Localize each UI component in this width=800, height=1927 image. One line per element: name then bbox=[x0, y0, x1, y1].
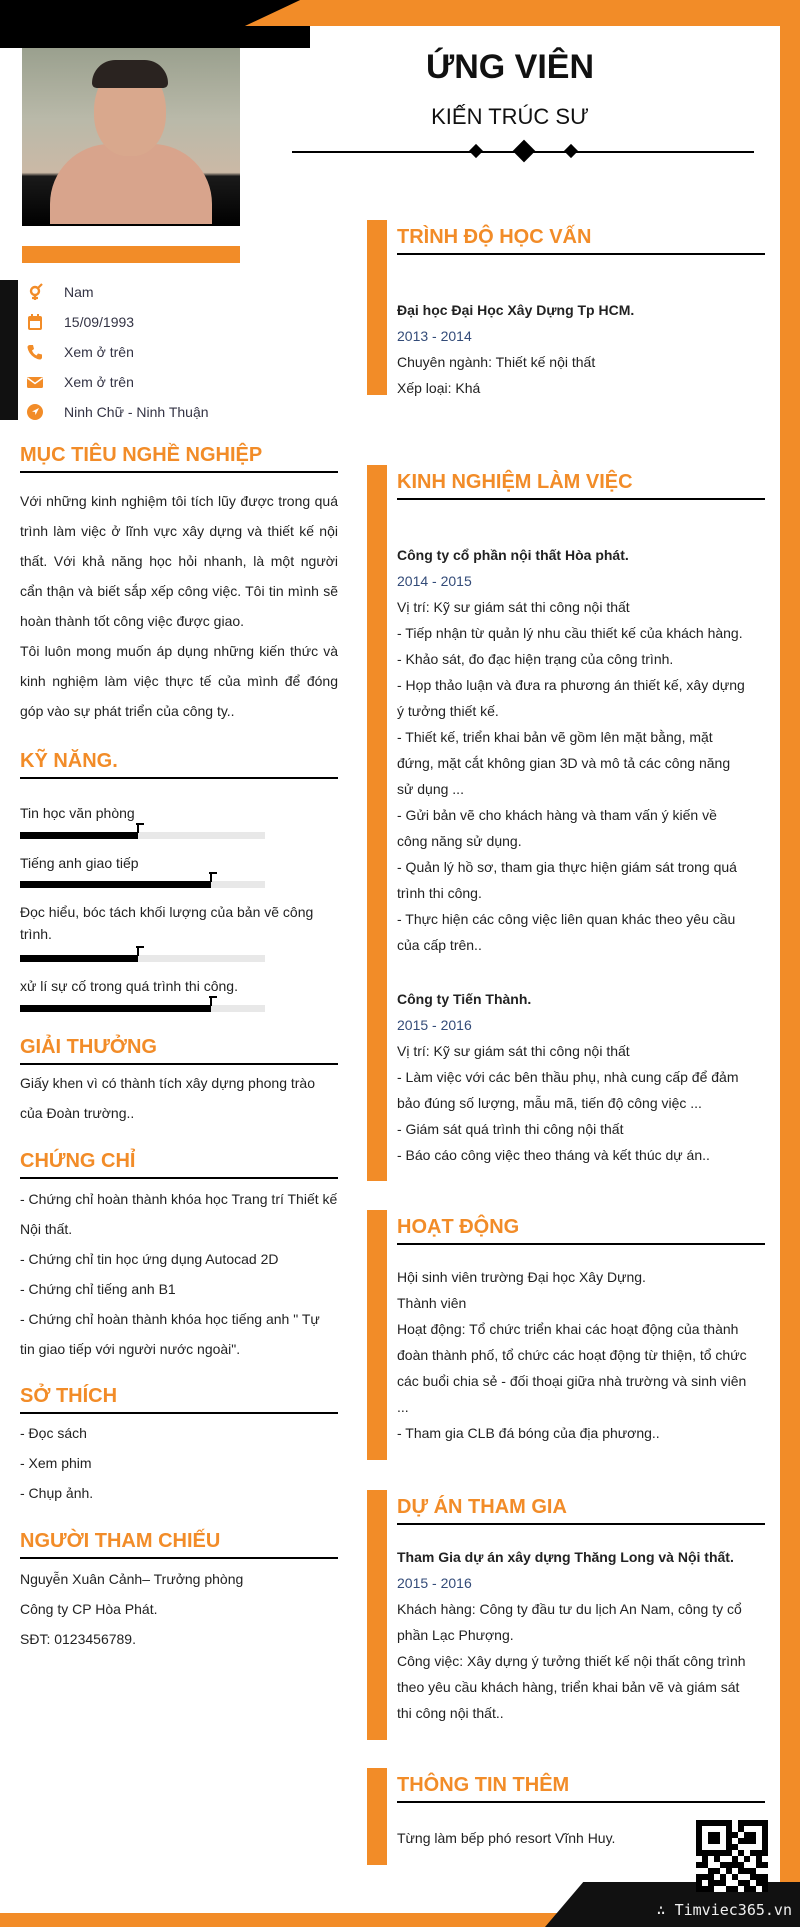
reference-line: Công ty CP Hòa Phát. bbox=[20, 1601, 158, 1617]
extra-accent-bar bbox=[367, 1768, 387, 1865]
contact-birthday bbox=[26, 313, 134, 331]
awards-text: Giấy khen vì có thành tích xây dựng phong trào của Đoàn trường.. bbox=[20, 1075, 315, 1121]
references-heading: NGƯỜI THAM CHIẾU bbox=[20, 1530, 338, 1559]
activity-line: - Tham gia CLB đá bóng của địa phương.. bbox=[397, 1425, 660, 1441]
email-icon bbox=[26, 373, 44, 391]
reference-line: Nguyễn Xuân Cảnh– Trưởng phòng bbox=[20, 1571, 244, 1587]
objective-paragraph-1: Với những kinh nghiệm tôi tích lũy được trong quá trình làm việc ở lĩnh vực xây dựng và thiết kế nội thất. Với khả năng học hỏi nhanh, là một người cẩn thận và biết sắp xếp công việc. Tôi tin mình sẽ hoàn thành tốt công việc được giao. bbox=[20, 493, 338, 629]
contact-email bbox=[26, 373, 134, 391]
activities-accent-bar bbox=[367, 1210, 387, 1460]
job-company: Công ty cổ phần nội thất Hòa phát. bbox=[397, 547, 629, 563]
certificate-item: - Chứng chỉ hoàn thành khóa học tiếng anh " Tự tin giao tiếp với người nước ngoài". bbox=[20, 1311, 320, 1357]
divider-diamond bbox=[469, 144, 483, 158]
job-line: - Báo cáo công việc theo tháng và kết thúc dự án.. bbox=[397, 1147, 710, 1163]
right-orange-band bbox=[780, 0, 800, 1927]
certificate-item: - Chứng chỉ hoàn thành khóa học Trang trí Thiết kế Nội thất. bbox=[20, 1191, 338, 1237]
gender-icon bbox=[26, 283, 44, 301]
job-line: - Làm việc với các bên thầu phụ, nhà cung cấp để đảm bảo đúng số lượng, mẫu mã, tiến độ công việc ... bbox=[397, 1069, 739, 1111]
certificates-list bbox=[20, 1184, 338, 1364]
job-line: - Quản lý hồ sơ, tham gia thực hiện giám sát trong quá trình thi công. bbox=[397, 859, 737, 901]
activities-heading: HOẠT ĐỘNG bbox=[397, 1216, 765, 1245]
activity-line: Thành viên bbox=[397, 1295, 467, 1311]
skill-bar bbox=[20, 1005, 265, 1012]
awards-heading: GIẢI THƯỞNG bbox=[20, 1036, 338, 1065]
left-black-strip bbox=[0, 280, 18, 420]
phone-icon bbox=[26, 343, 44, 361]
objective-heading: MỤC TIÊU NGHỀ NGHIỆP bbox=[20, 444, 338, 473]
contact-phone-text: Xem ở trên bbox=[64, 344, 134, 360]
reference-line: SĐT: 0123456789. bbox=[20, 1631, 136, 1647]
job-company: Công ty Tiến Thành. bbox=[397, 991, 532, 1007]
job-date: 2015 - 2016 bbox=[397, 1017, 472, 1033]
contact-email-text: Xem ở trên bbox=[64, 374, 134, 390]
skill-bar bbox=[20, 955, 265, 962]
contact-gender bbox=[26, 283, 94, 301]
skill-label: Tin học văn phòng bbox=[20, 805, 135, 821]
activity-line: Hội sinh viên trường Đại học Xây Dựng. bbox=[397, 1269, 646, 1285]
skill-bar bbox=[20, 881, 265, 888]
skill-bar bbox=[20, 832, 265, 839]
skill-bar-marker bbox=[137, 823, 139, 833]
objective-text bbox=[20, 486, 338, 726]
qr-code bbox=[696, 1820, 768, 1892]
hobbies-heading: SỞ THÍCH bbox=[20, 1385, 338, 1414]
contact-phone bbox=[26, 343, 134, 361]
hobby-item: - Đọc sách bbox=[20, 1425, 87, 1441]
divider-diamond bbox=[513, 140, 536, 163]
skills-heading: KỸ NĂNG. bbox=[20, 750, 338, 779]
education-date: 2013 - 2014 bbox=[397, 328, 472, 344]
experience-accent-bar bbox=[367, 465, 387, 1181]
experience-job bbox=[397, 986, 747, 1168]
project-name: Tham Gia dự án xây dựng Thăng Long và Nội thất. bbox=[397, 1549, 734, 1565]
location-icon bbox=[26, 403, 44, 421]
job-line: - Tiếp nhận từ quản lý nhu cầu thiết kế của khách hàng. bbox=[397, 625, 743, 641]
job-line: - Gửi bản vẽ cho khách hàng và tham vấn ý kiến về công năng sử dụng. bbox=[397, 807, 717, 849]
contact-location-text: Ninh Chữ - Ninh Thuận bbox=[64, 404, 209, 420]
references-list bbox=[20, 1564, 338, 1654]
job-line: - Họp thảo luận và đưa ra phương án thiết kế, xây dựng ý tưởng thiết kế. bbox=[397, 677, 745, 719]
education-major: Chuyên ngành: Thiết kế nội thất bbox=[397, 354, 596, 370]
job-line: - Thực hiện các công việc liên quan khác theo yêu cầu của cấp trên.. bbox=[397, 911, 736, 953]
job-line: Vị trí: Kỹ sư giám sát thi công nội thất bbox=[397, 599, 630, 615]
education-grade: Xếp loại: Khá bbox=[397, 380, 481, 396]
skill-bar-fill bbox=[20, 832, 138, 839]
activities-details bbox=[397, 1264, 747, 1446]
activity-line: Hoạt động: Tổ chức triển khai các hoạt động của thành đoàn thành phố, tổ chức các hoạt động từ thiện, tổ chức các buổi chia sẻ - đối thoại giữa nhà trường và sinh viên ... bbox=[397, 1321, 747, 1415]
extra-heading: THÔNG TIN THÊM bbox=[397, 1774, 765, 1803]
page-title: ỨNG VIÊN bbox=[425, 48, 594, 86]
projects-heading: DỰ ÁN THAM GIA bbox=[397, 1496, 765, 1525]
project-date: 2015 - 2016 bbox=[397, 1575, 472, 1591]
page-subtitle: KIẾN TRÚC SƯ bbox=[431, 104, 589, 129]
photo-accent-bar bbox=[22, 246, 240, 263]
hobby-item: - Chụp ảnh. bbox=[20, 1485, 94, 1501]
experience-job bbox=[397, 542, 747, 958]
contact-birthday-text: 15/09/1993 bbox=[64, 314, 135, 330]
job-line: - Khảo sát, đo đạc hiện trạng của công trình. bbox=[397, 651, 674, 667]
projects-details bbox=[397, 1544, 747, 1726]
project-work: Công việc: Xây dựng ý tưởng thiết kế nội thất công trình theo yêu cầu khách hàng, triển khai bản vẽ và giám sát thi công nội thất.. bbox=[397, 1653, 746, 1721]
project-client: Khách hàng: Công ty đầu tư du lịch An Nam, công ty cổ phần Lạc Phượng. bbox=[397, 1601, 742, 1643]
education-details bbox=[397, 297, 747, 401]
calendar-icon bbox=[26, 313, 44, 331]
qr-module bbox=[762, 1886, 768, 1892]
skill-bar-marker bbox=[210, 872, 212, 882]
certificate-item: - Chứng chỉ tiếng anh B1 bbox=[20, 1281, 176, 1297]
projects-accent-bar bbox=[367, 1490, 387, 1740]
skill-label: Đọc hiểu, bóc tách khối lượng của bản vẽ công trình. bbox=[20, 904, 314, 942]
profile-photo bbox=[22, 48, 240, 226]
job-line: Vị trí: Kỹ sư giám sát thi công nội thất bbox=[397, 1043, 630, 1059]
experience-heading: KINH NGHIỆM LÀM VIỆC bbox=[397, 471, 765, 500]
skill-bar-fill bbox=[20, 1005, 211, 1012]
skill-label: Tiếng anh giao tiếp bbox=[20, 855, 139, 871]
education-school: Đại học Đại Học Xây Dựng Tp HCM. bbox=[397, 302, 635, 318]
divider-diamond bbox=[564, 144, 578, 158]
watermark: ∴ Timviec365.vn bbox=[656, 1901, 792, 1919]
job-line: - Giám sát quá trình thi công nội thất bbox=[397, 1121, 624, 1137]
job-line: - Thiết kế, triển khai bản vẽ gồm lên mặt bằng, mặt đứng, mặt cắt không gian 3D và mô tả các công năng sử dụng ... bbox=[397, 729, 731, 797]
objective-paragraph-2: Tôi luôn mong muốn áp dụng những kiến thức và kinh nghiệm làm việc thực tế của mình để đóng góp vào sự phát triển của công ty.. bbox=[20, 643, 338, 719]
education-heading: TRÌNH ĐỘ HỌC VẤN bbox=[397, 226, 765, 255]
contact-location bbox=[26, 403, 209, 421]
skill-bar-fill bbox=[20, 955, 138, 962]
skill-bar-marker bbox=[137, 946, 139, 956]
job-date: 2014 - 2015 bbox=[397, 573, 472, 589]
hobby-item: - Xem phim bbox=[20, 1455, 92, 1471]
skill-label: xử lí sự cố trong quá trình thi công. bbox=[20, 978, 238, 994]
extra-text: Từng làm bếp phó resort Vĩnh Huy. bbox=[397, 1830, 616, 1846]
hobbies-list bbox=[20, 1418, 338, 1508]
certificate-item: - Chứng chỉ tin học ứng dụng Autocad 2D bbox=[20, 1251, 279, 1267]
certificates-heading: CHỨNG CHỈ bbox=[20, 1150, 338, 1179]
contact-gender-text: Nam bbox=[64, 284, 94, 300]
skill-bar-marker bbox=[210, 996, 212, 1006]
skill-bar-fill bbox=[20, 881, 211, 888]
education-accent-bar bbox=[367, 220, 387, 395]
